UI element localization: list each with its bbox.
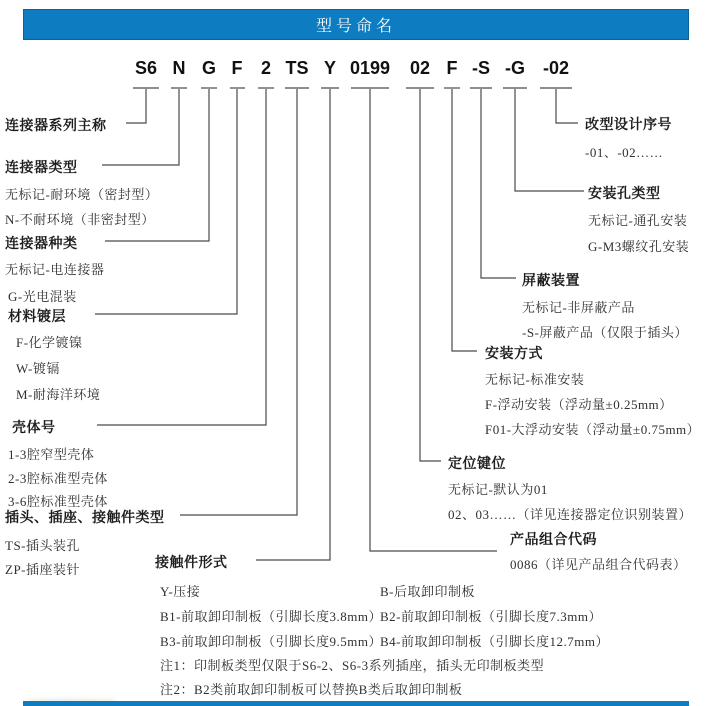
field-item: 0086（详见产品组合代码表）: [510, 557, 687, 572]
field-label-contact-type: 插头、插座、接触件类型: [5, 509, 165, 525]
next-section-bar-cropped: [23, 701, 689, 706]
field-item: 02、03……（详见连接器定位识别装置）: [448, 507, 693, 522]
code-segment-revision: -02: [542, 58, 570, 78]
code-segment-kind: G: [201, 58, 217, 78]
code-segment-key-position: 02: [409, 58, 431, 78]
field-item: 无标记-非屏蔽产品: [522, 300, 635, 315]
field-label-shield: 屏蔽装置: [522, 272, 580, 288]
section-title: 型号命名: [315, 18, 396, 35]
field-item: G-M3螺纹孔安装: [588, 239, 690, 254]
field-item: M-耐海洋环境: [16, 387, 101, 402]
field-item: G-光电混装: [8, 289, 77, 304]
field-item: B2-前取卸印制板（引脚长度7.3mm）: [380, 609, 602, 624]
field-item: 无标记-默认为01: [448, 482, 548, 497]
field-item: 无标记-电连接器: [5, 262, 105, 277]
field-label-kind: 连接器种类: [5, 235, 78, 251]
field-label-mounting: 安装方式: [485, 345, 543, 361]
code-segment-type: N: [172, 58, 186, 78]
field-item: -S-屏蔽产品（仅限于插头）: [522, 325, 688, 340]
code-segment-contact-type: TS: [285, 58, 309, 78]
field-item: W-镀镉: [16, 361, 60, 376]
code-segment-plating: F: [231, 58, 243, 78]
note-line: 注1：印制板类型仅限于S6-2、S6-3系列插座，插头无印制板类型: [160, 658, 545, 673]
code-segment-mounting: F: [446, 58, 458, 78]
field-label-plating: 材料镀层: [8, 308, 66, 324]
field-label-revision: 改型设计序号: [585, 116, 672, 132]
field-item: B1-前取卸印制板（引脚长度3.8mm）: [160, 609, 382, 624]
field-item: 3-6腔标准型壳体: [8, 494, 108, 509]
field-item: 无标记-通孔安装: [588, 213, 688, 228]
field-item: 无标记-耐环境（密封型）: [5, 187, 159, 202]
code-segment-combo-code: 0199: [349, 58, 391, 78]
field-item: TS-插头装孔: [5, 538, 81, 553]
code-segment-shell: 2: [260, 58, 272, 78]
field-label-combo-code: 产品组合代码: [510, 531, 597, 547]
field-item: N-不耐环境（非密封型）: [5, 212, 155, 227]
code-segment-series: S6: [134, 58, 158, 78]
field-label-series: 连接器系列主称: [5, 117, 107, 133]
field-item: F-化学镀镍: [16, 335, 83, 350]
code-segment-hole-type: -G: [505, 58, 525, 78]
field-label-hole-type: 安装孔类型: [588, 185, 661, 201]
section-title-bar: [23, 9, 689, 40]
field-item: ZP-插座装针: [5, 562, 81, 577]
note-line: 注2：B2类前取卸印制板可以替换B类后取卸印制板: [160, 682, 463, 697]
code-segment-contact-form: Y: [323, 58, 337, 78]
field-item: F-浮动安装（浮动量±0.25mm）: [485, 397, 673, 412]
field-label-shell: 壳体号: [12, 419, 56, 435]
field-item: -01、-02……: [585, 145, 664, 160]
field-item: 2-3腔标准型壳体: [8, 471, 108, 486]
field-label-type: 连接器类型: [5, 159, 78, 175]
field-item: 1-3腔窄型壳体: [8, 447, 95, 462]
field-item: F01-大浮动安装（浮动量±0.75mm）: [485, 422, 701, 437]
code-segment-shield: -S: [472, 58, 490, 78]
field-item: 无标记-标准安装: [485, 372, 585, 387]
field-label-contact-form: 接触件形式: [155, 554, 228, 570]
field-label-key-position: 定位键位: [448, 455, 506, 471]
field-item: Y-压接: [160, 584, 201, 599]
field-item: B-后取卸印制板: [380, 584, 476, 599]
field-item: B3-前取卸印制板（引脚长度9.5mm）: [160, 634, 382, 649]
field-item: B4-前取卸印制板（引脚长度12.7mm）: [380, 634, 609, 649]
